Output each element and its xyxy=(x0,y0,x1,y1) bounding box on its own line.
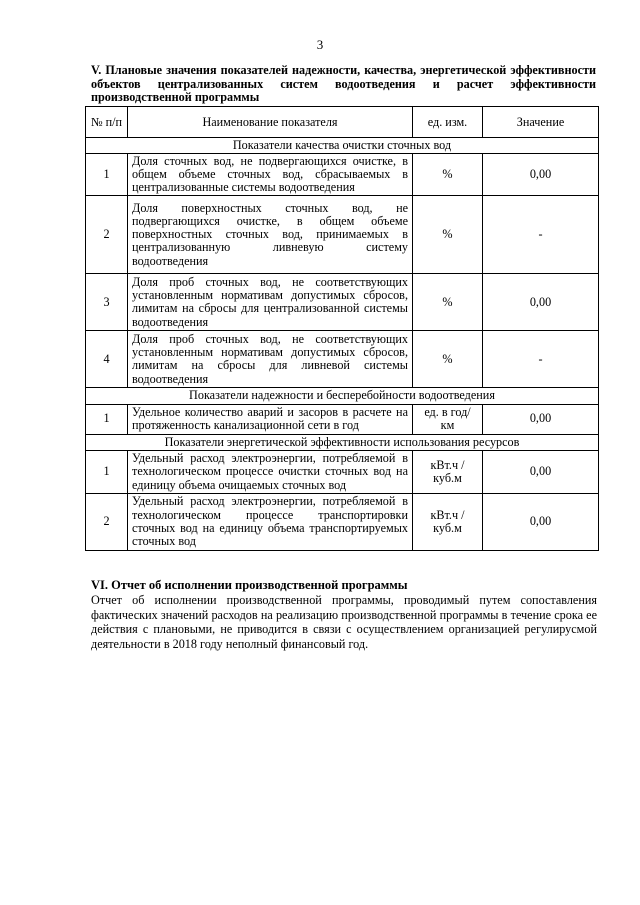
header-value: Значение xyxy=(483,107,599,138)
section-5-heading: V. Плановые значения показателей надежности, качества, энергетической эффективности объектов централизованных систем водоотведения и расчет эффективности производственной программы xyxy=(91,63,596,104)
table-row xyxy=(86,154,599,196)
row-value: 0,00 xyxy=(483,404,599,434)
header-number: № п/п xyxy=(86,107,128,138)
header-indicator-name: Наименование показателя xyxy=(128,107,413,138)
row-indicator-name: Доля проб сточных вод, не соответствующих установленным нормативам допустимых сбросов, лимитам на сбросы для ливневой системы водоотведения xyxy=(128,331,413,388)
row-number: 4 xyxy=(86,331,128,388)
table-row xyxy=(86,404,599,434)
indicators-table xyxy=(85,106,599,551)
row-indicator-name: Удельное количество аварий и засоров в расчете на протяженность канализационной сети в год xyxy=(128,404,413,434)
row-number: 2 xyxy=(86,493,128,550)
row-number: 1 xyxy=(86,450,128,493)
row-indicator-name: Доля проб сточных вод, не соответствующих установленным нормативам допустимых сбросов, лимитам на сбросы для централизованной системы водоотведения xyxy=(128,274,413,331)
table-row xyxy=(86,274,599,331)
row-unit: % xyxy=(413,154,483,196)
row-number: 3 xyxy=(86,274,128,331)
row-value: 0,00 xyxy=(483,274,599,331)
table-row xyxy=(86,450,599,493)
group-row-reliability xyxy=(86,388,599,404)
group-title: Показатели энергетической эффективности использования ресурсов xyxy=(86,434,599,450)
row-unit: % xyxy=(413,331,483,388)
group-row-energy-efficiency xyxy=(86,434,599,450)
group-row-water-quality xyxy=(86,138,599,154)
row-indicator-name: Удельный расход электроэнергии, потребляемой в технологическом процессе транспортировки сточных вод на единицу объема транспортируемых сточных вод xyxy=(128,493,413,550)
group-title: Показатели качества очистки сточных вод xyxy=(86,138,599,154)
row-unit: % xyxy=(413,196,483,274)
row-indicator-name: Доля поверхностных сточных вод, не подвергающихся очистке, в общем объеме поверхностных сточных вод, принимаемых в централизованную ливневую систему водоотведения xyxy=(128,196,413,274)
row-value: 0,00 xyxy=(483,450,599,493)
row-number: 2 xyxy=(86,196,128,274)
table-row xyxy=(86,493,599,550)
group-title: Показатели надежности и бесперебойности водоотведения xyxy=(86,388,599,404)
table-row xyxy=(86,196,599,274)
row-unit: ед. в год/ км xyxy=(413,404,483,434)
row-number: 1 xyxy=(86,154,128,196)
row-value: 0,00 xyxy=(483,154,599,196)
row-value: 0,00 xyxy=(483,493,599,550)
section-6-text: Отчет об исполнении производственной программы, проводимый путем сопоставления фактических значений расходов на реализацию производственной программы в течение срока ее действия с плановыми, не приводится в связи с осуществлением организацией регулирусмой деятельности в 2018 году неполный финансовый год. xyxy=(91,593,597,651)
row-value: - xyxy=(483,196,599,274)
table-row xyxy=(86,331,599,388)
row-indicator-name: Доля сточных вод, не подвергающихся очистке, в общем объеме сточных вод, сбрасываемых в централизованные системы водоотведения xyxy=(128,154,413,196)
header-unit: ед. изм. xyxy=(413,107,483,138)
row-unit: кВт.ч / куб.м xyxy=(413,493,483,550)
row-unit: кВт.ч / куб.м xyxy=(413,450,483,493)
row-number: 1 xyxy=(86,404,128,434)
page-number: 3 xyxy=(316,37,324,52)
table-header-row xyxy=(86,107,599,138)
row-value: - xyxy=(483,331,599,388)
row-unit: % xyxy=(413,274,483,331)
row-indicator-name: Удельный расход электроэнергии, потребляемой в технологическом процессе очистки сточных вод на единицу объема очищаемых сточных вод xyxy=(128,450,413,493)
section-6-heading: VI. Отчет об исполнении производственной программы xyxy=(91,578,408,592)
